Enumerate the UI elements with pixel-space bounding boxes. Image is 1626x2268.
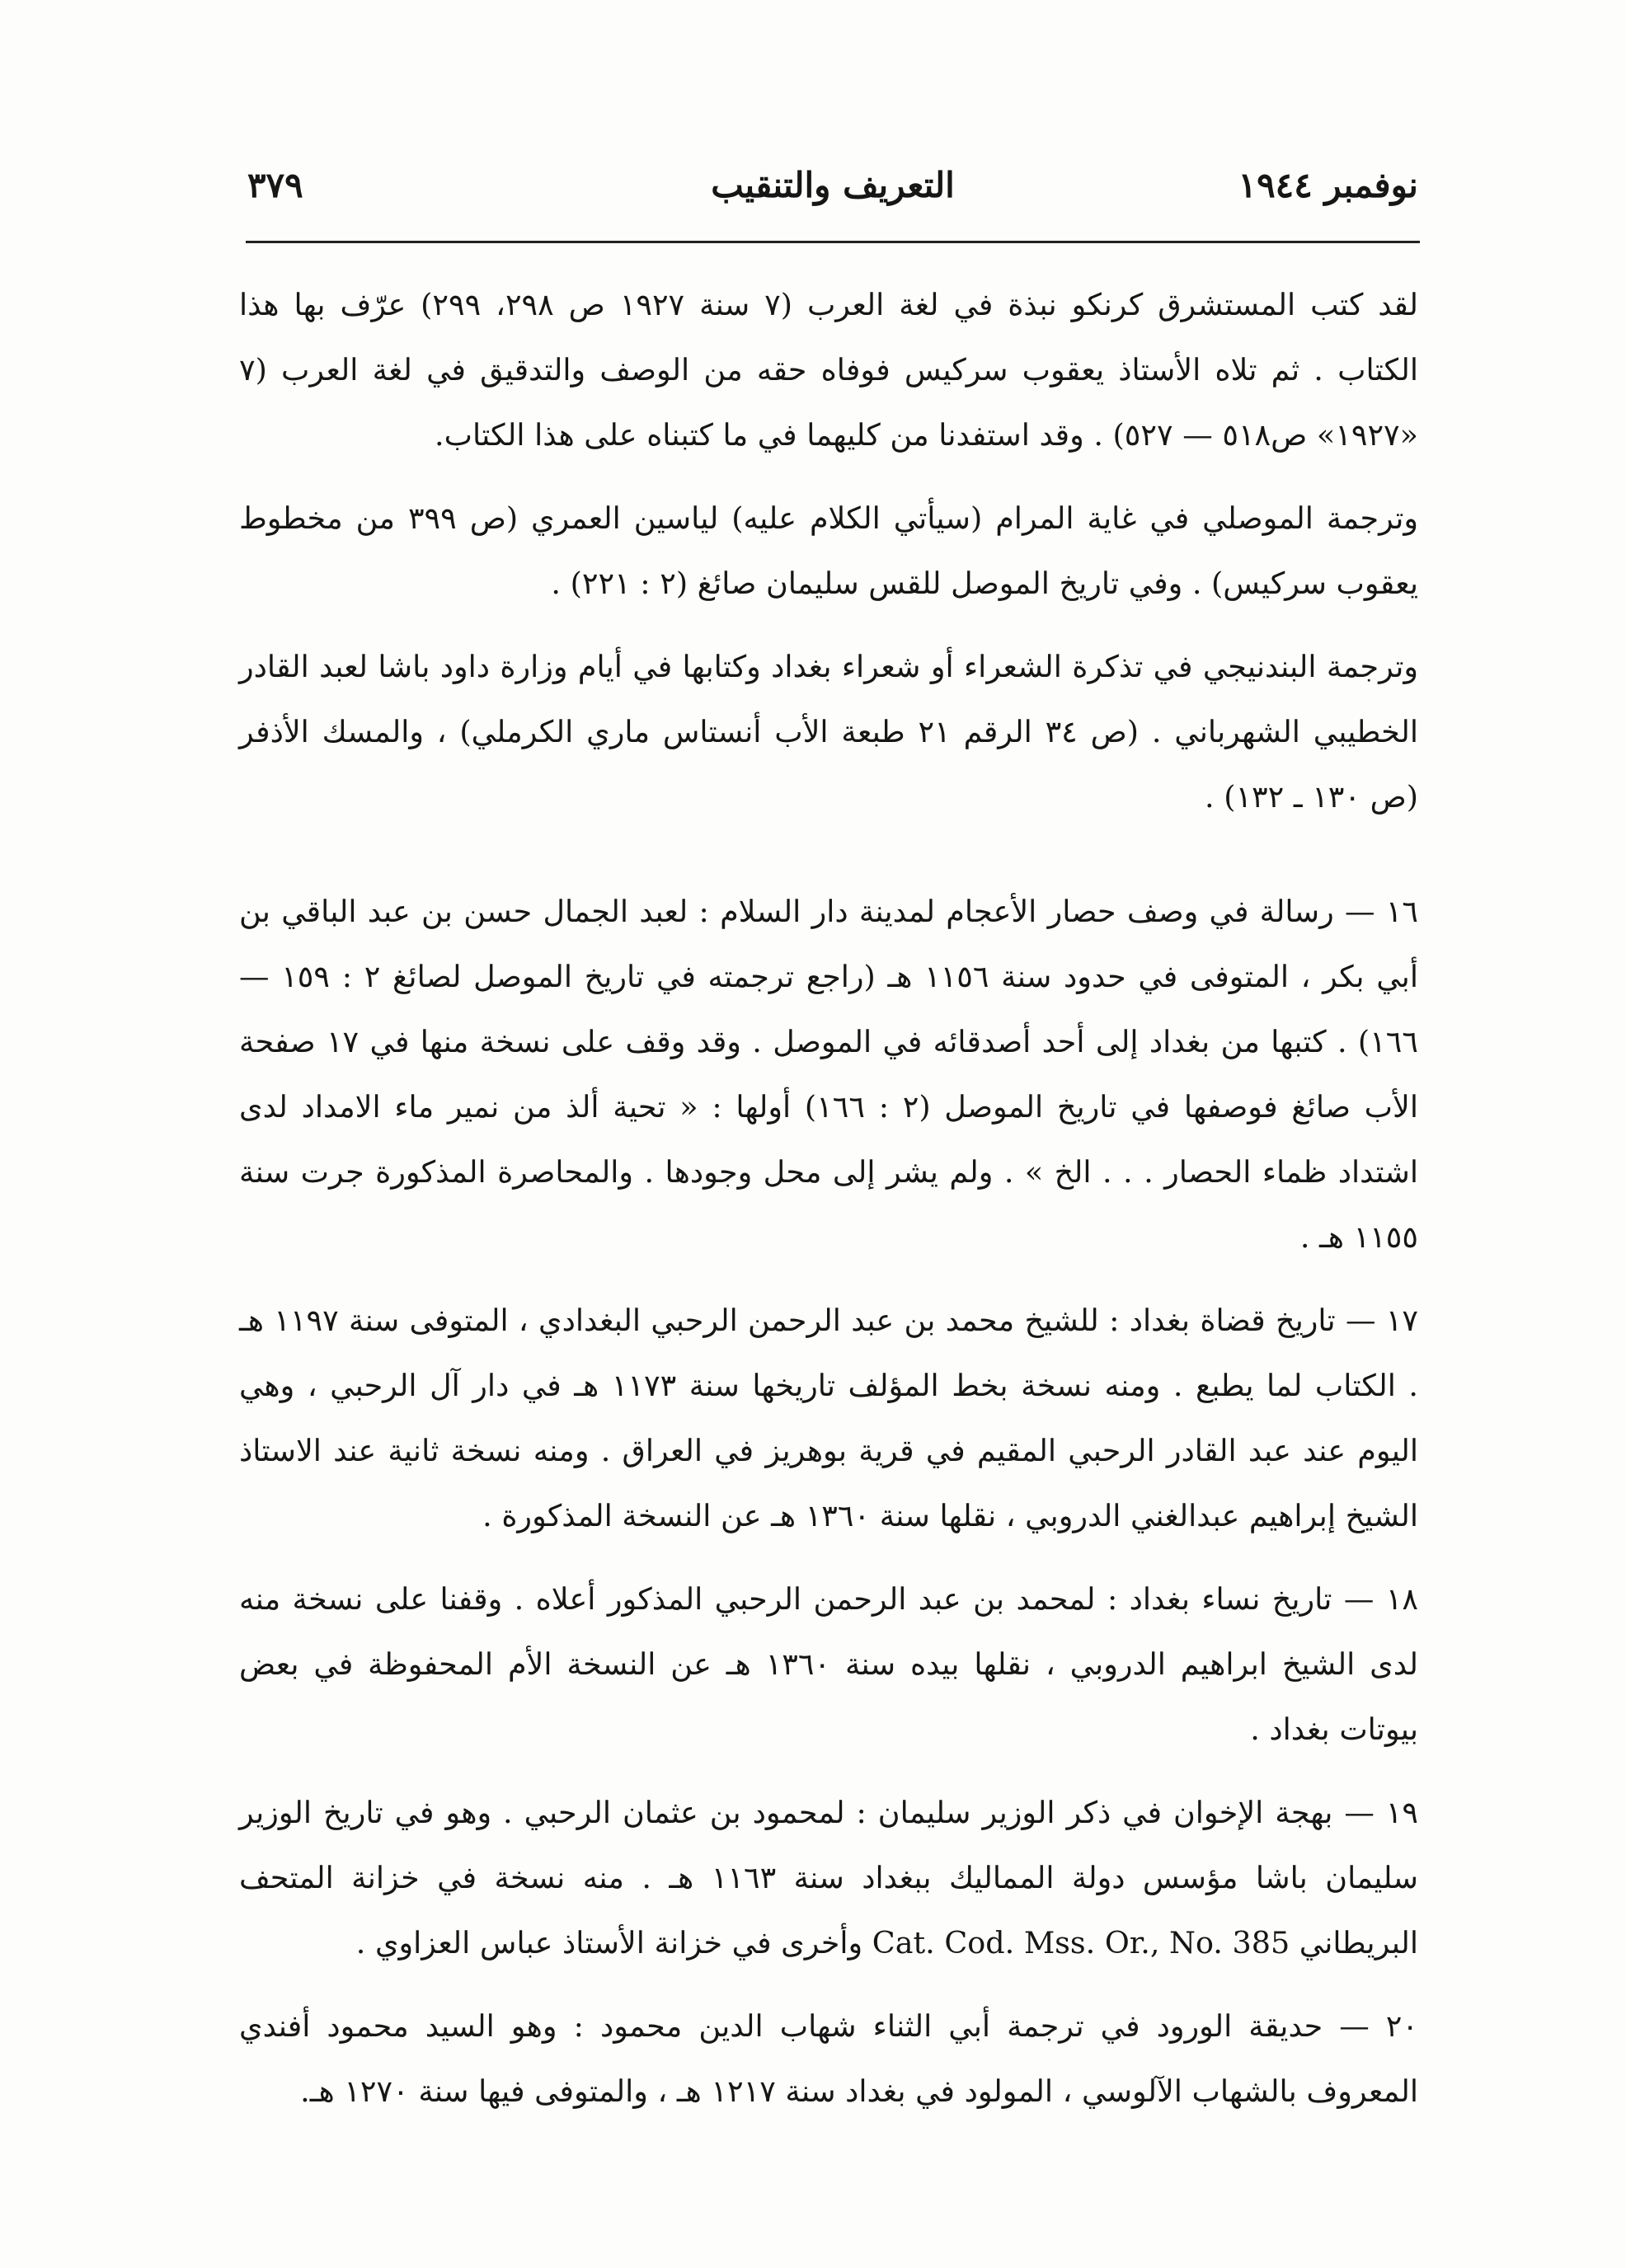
entry-17: ١٧ — تاريخ قضاة بغداد : للشيخ محمد بن عبد الرحمن الرحبي البغدادي ، المتوفى سنة ١١٩٧ هـ . الكتاب لما يطبع . ومنه نسخة بخط المؤلف تاريخها سنة ١١٧٣ هـ في دار آل الرحبي ، وهي اليوم عند عبد القادر الرحبي المقيم في قرية بوهريز في العراق . ومنه نسخة ثانية عند الاستاذ الشيخ إبراهيم عبدالغني الدروبي ، نقلها سنة ١٣٦٠ هـ عن النسخة المذكورة . (239, 1303, 1418, 1533)
paragraph-bandaniji-biography: وترجمة البندنيجي في تذكرة الشعراء أو شعراء بغداد وكتابها في أيام وزارة داود باشا لعبد القادر الخطيبي الشهرباني . (ص ٣٤ الرقم ٢١ طبعة الأب أنستاس ماري الكرملي) ، والمسك الأذفر (ص ١٣٠ ـ ١٣٢) . (239, 649, 1418, 815)
paragraph-mosuli-biography: وترجمة الموصلي في غاية المرام (سيأتي الكلام عليه) لياسين العمري (ص ٣٩٩ من مخطوط يعقوب سركيس) . وفي تاريخ الموصل للقس سليمان صائغ (٢ : ٢٢١) . (239, 500, 1418, 601)
entry-20: ٢٠ — حديقة الورود في ترجمة أبي الثناء شهاب الدين محمود : وهو السيد محمود أفندي المعروف بالشهاب الآلوسي ، المولود في بغداد سنة ١٢١٧ هـ ، والمتوفى فيها سنة ١٢٧٠ هـ. (239, 2008, 1418, 2109)
header-title: التعريف والتنقيب (711, 165, 955, 205)
header-date: نوفمبر ١٩٤٤ (1238, 165, 1418, 205)
header-rule (246, 241, 1420, 243)
entry-16: ١٦ — رسالة في وصف حصار الأعجام لمدينة دار السلام : لعبد الجمال حسن بن عبد الباقي بن أبي بكر ، المتوفى في حدود سنة ١١٥٦ هـ (راجع ترجمته في تاريخ الموصل لصائغ ٢ : ١٥٩ — ١٦٦) . كتبها من بغداد إلى أحد أصدقائه في الموصل . وقد وقف على نسخة منها في ١٧ صفحة الأب صائغ فوصفها في تاريخ الموصل (٢ : ١٦٦) أولها : « تحية ألذ من نمير ماء الامداد لدى اشتداد ظماء الحصار . . . الخ » . ولم يشر إلى محل وجودها . والمحاصرة المذكورة جرت سنة ١١٥٥ هـ . (239, 894, 1418, 1255)
entry-19: ١٩ — بهجة الإخوان في ذكر الوزير سليمان : لمحمود بن عثمان الرحبي . وهو في تاريخ الوزير سليمان باشا مؤسس دولة المماليك ببغداد سنة ١١٦٣ هـ . منه نسخة في خزانة المتحف البريطاني Cat. Cod. Mss. Or., No. 385 وأخرى في خزانة الأستاذ عباس العزاوي . (239, 1795, 1418, 1960)
page-number: ٣٧٩ (247, 165, 303, 205)
page-body (239, 272, 1418, 2142)
entry-18: ١٨ — تاريخ نساء بغداد : لمحمد بن عبد الرحمن الرحبي المذكور أعلاه . وقفنا على نسخة منه لدى الشيخ ابراهيم الدروبي ، نقلها بيده سنة ١٣٦٠ هـ عن النسخة الأم المحفوظة في بعض بيوتات بغداد . (239, 1581, 1418, 1747)
paragraph-krenkow-note: لقد كتب المستشرق كرنكو نبذة في لغة العرب (٧ سنة ١٩٢٧ ص ٢٩٨، ٢٩٩) عرّف بها هذا الكتاب . ثم تلاه الأستاذ يعقوب سركيس فوفاه حقه من الوصف والتدقيق في لغة العرب (٧ «١٩٢٧» ص٥١٨ — ٥٢٧) . وقد استفدنا من كليهما في ما كتبناه على هذا الكتاب. (239, 287, 1418, 453)
running-header (247, 165, 1418, 214)
